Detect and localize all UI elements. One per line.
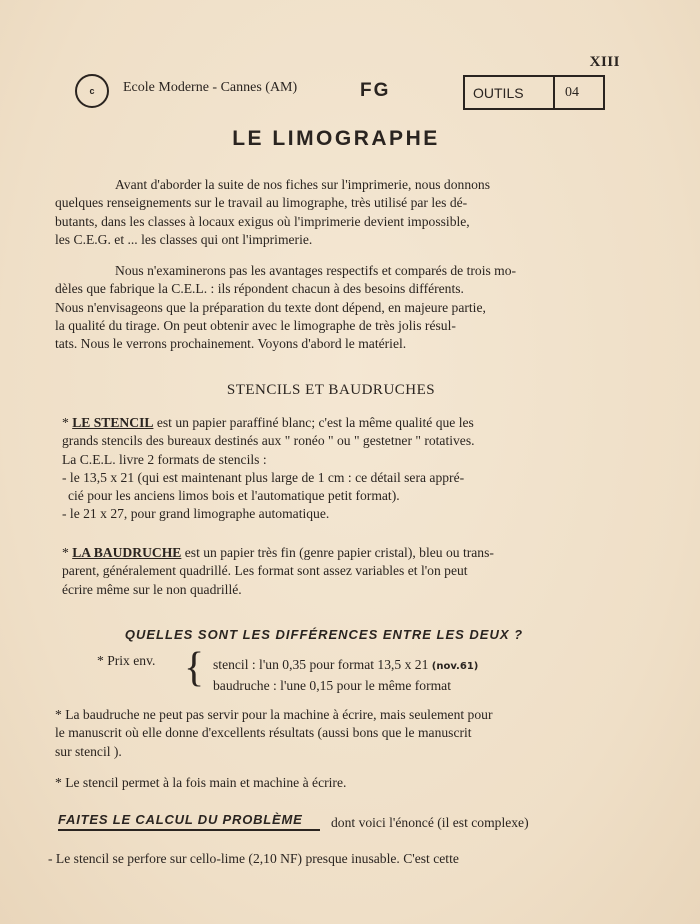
text-line: sur stencil ).: [55, 743, 122, 759]
bullet-star: *: [62, 545, 69, 560]
text-line: le manuscrit où elle donne d'excellents résultats (aussi bons que le manuscrit: [55, 725, 472, 741]
note-2: * Le stencil permet à la fois main et machine à écrire.: [55, 775, 347, 790]
text-line: la qualité du tirage. On peut obtenir avec le limographe de très jolis résul-: [55, 317, 456, 333]
school-name: Ecole Moderne - Cannes (AM): [123, 80, 298, 95]
text-line: - le 21 x 27, pour grand limographe automatique.: [62, 506, 330, 522]
prix-stencil-text: stencil : l'un 0,35 pour format 13,5 x 21: [213, 657, 429, 672]
text-line: quelques renseignements sur le travail au limographe, très utilisé par les dé-: [55, 195, 468, 211]
category-number: 04: [565, 84, 579, 100]
note-1: [55, 706, 611, 761]
prix-lines: [213, 655, 478, 695]
faites-heading: FAITES LE CALCUL DU PROBLÈME: [58, 812, 303, 827]
text-line: butants, dans les classes à locaux exigus où l'imprimerie devient impossible,: [55, 213, 470, 229]
text-line: La C.E.L. livre 2 formats de stencils :: [62, 451, 267, 467]
text-line: écrire même sur le non quadrillé.: [62, 581, 242, 597]
section-title: STENCILS ET BAUDRUCHES: [226, 382, 436, 398]
baudruche-first-line: [62, 544, 612, 562]
category-label: OUTILS: [465, 77, 555, 108]
header-fg: FG: [360, 80, 391, 101]
text-line: les C.E.G. et ... les classes qui ont l'imprimerie.: [55, 231, 313, 247]
text-line: grands stencils des bureaux destinés aux " ronéo " ou " gestetner " rotatives.: [62, 433, 475, 449]
text-line: dèles que fabrique la C.E.L. : ils répondent chacun à des besoins différents.: [55, 281, 464, 297]
text-line: est un papier très fin (genre papier cristal), bleu ou trans-: [184, 545, 494, 560]
text-line: Nous n'envisageons que la préparation du texte dont dépend, en majeure partie,: [55, 299, 486, 315]
prix-stencil: [213, 655, 478, 676]
faites-rest: dont voici l'énoncé (il est complexe): [331, 815, 529, 830]
text-line: est un papier paraffiné blanc; c'est la même qualité que les: [156, 415, 474, 430]
bullet-star: *: [62, 415, 69, 430]
faites-underline: [58, 829, 320, 831]
stencil-term: LE STENCIL: [72, 415, 154, 430]
brace-symbol: {: [184, 645, 205, 691]
text-line: parent, généralement quadrillé. Les format sont assez variables et l'on peut: [62, 563, 468, 579]
page-title: LE LIMOGRAPHE: [232, 127, 440, 150]
text-line: Nous n'examinerons pas les avantages respectifs et comparés de trois mo-: [115, 263, 517, 278]
question-heading: QUELLES SONT LES DIFFÉRENCES ENTRE LES DEUX ?: [124, 627, 524, 642]
handwritten-note: (nov.61): [431, 661, 479, 672]
copyright-circle-icon: c: [75, 74, 109, 108]
page-number: XIII: [589, 54, 620, 70]
text-line: - le 13,5 x 21 (qui est maintenant plus large de 1 cm : ce détail sera appré-: [62, 469, 465, 485]
text-line: cié pour les anciens limos bois et l'automatique petit format).: [68, 488, 400, 504]
intro-paragraph-2: [55, 262, 615, 353]
text-line: * La baudruche ne peut pas servir pour la machine à écrire, mais seulement pour: [55, 707, 493, 722]
prix-label: * Prix env.: [97, 653, 156, 668]
intro-paragraph-1: [55, 176, 615, 249]
stencil-first-line: [62, 414, 612, 432]
last-line: - Le stencil se perfore sur cello-lime (2,10 NF) presque inusable. C'est cette: [48, 851, 459, 866]
category-box: [463, 75, 605, 110]
text-line: Avant d'aborder la suite de nos fiches sur l'imprimerie, nous donnons: [115, 177, 490, 192]
stencil-section: [62, 414, 612, 524]
prix-baudruche: baudruche : l'une 0,15 pour le même format: [213, 678, 451, 693]
text-line: tats. Nous le verrons prochainement. Voyons d'abord le matériel.: [55, 336, 407, 352]
baudruche-section: [62, 544, 612, 599]
baudruche-term: LA BAUDRUCHE: [72, 545, 182, 560]
